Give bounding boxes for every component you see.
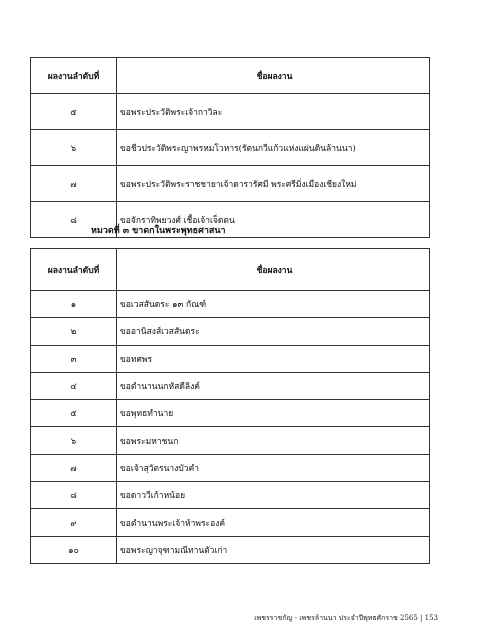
page-footer: เพชรราชกัญ - เพชรล้านนา ประจำปีพุทธศักราช 2565 | 153 [254,614,438,622]
works-table-2 [30,248,430,564]
row-title: ขอพระประวัติพระเจ้ากาวิละ [117,94,430,130]
row-number: ๗ [31,454,117,481]
table-row [31,454,430,481]
table-row [31,291,430,318]
row-title: ขอตำนานนกหัสดีลิงค์ [117,372,430,399]
table-row [31,372,430,399]
table-row [31,427,430,454]
row-number: ๔ [31,372,117,399]
table-row [31,318,430,345]
row-number: ๓ [31,345,117,372]
row-title: ขอพระประวัติพระราชชายาเจ้าดารารัศมี พระศรีมิ่งเมืองเชียงใหม่ [117,166,430,202]
row-number: ๖ [31,427,117,454]
row-number: ๙ [31,509,117,536]
row-number: ๕ [31,94,117,130]
table-row [31,400,430,427]
row-title: ขอจักราทิพยวงศ์ เชื้อเจ้าเจ็ดตน [117,202,430,238]
table-row [31,166,430,202]
row-title: ขอทศพร [117,345,430,372]
row-number: ๑ [31,291,117,318]
row-title: ขอพุทธทำนาย [117,400,430,427]
row-number: ๑๐ [31,536,117,563]
row-number: ๖ [31,130,117,166]
table-row [31,482,430,509]
row-title: ขอพระญาจุฑามณีทานตัวเก่า [117,536,430,563]
table-row [31,94,430,130]
table-row [31,130,430,166]
row-number: ๕ [31,400,117,427]
row-title: ขอเจ้าสุวัตรนางบัวคำ [117,454,430,481]
row-title: ขอพระมหาชนก [117,427,430,454]
row-number: ๘ [31,482,117,509]
section-heading: หมวดที่ ๓ ขาดกในพระพุทธศาสนา [91,226,226,236]
row-title: ขอชีวประวัติพระญาพรหมโวหาร(รัตนกวีแก้วแห่งแผ่นดินล้านนา) [117,130,430,166]
header-order: ผลงานลำดับที่ [31,58,117,94]
row-title: ขอเวสสันดระ ๑๓ กัณฑ์ [117,291,430,318]
header-order: ผลงานลำดับที่ [31,249,117,291]
table-row [31,509,430,536]
table-row [31,536,430,563]
works-table-1 [30,57,430,238]
header-title: ชื่อผลงาน [117,249,430,291]
row-title: ขอดาววีเก้าหน้อย [117,482,430,509]
table-row [31,345,430,372]
row-title: ขออานิสงส์เวสสันดระ [117,318,430,345]
row-number: ๒ [31,318,117,345]
header-title: ชื่อผลงาน [117,58,430,94]
row-number: ๗ [31,166,117,202]
row-title: ขอตำนานพระเจ้าห้าพระองค์ [117,509,430,536]
row-number: ๘ [31,202,117,238]
